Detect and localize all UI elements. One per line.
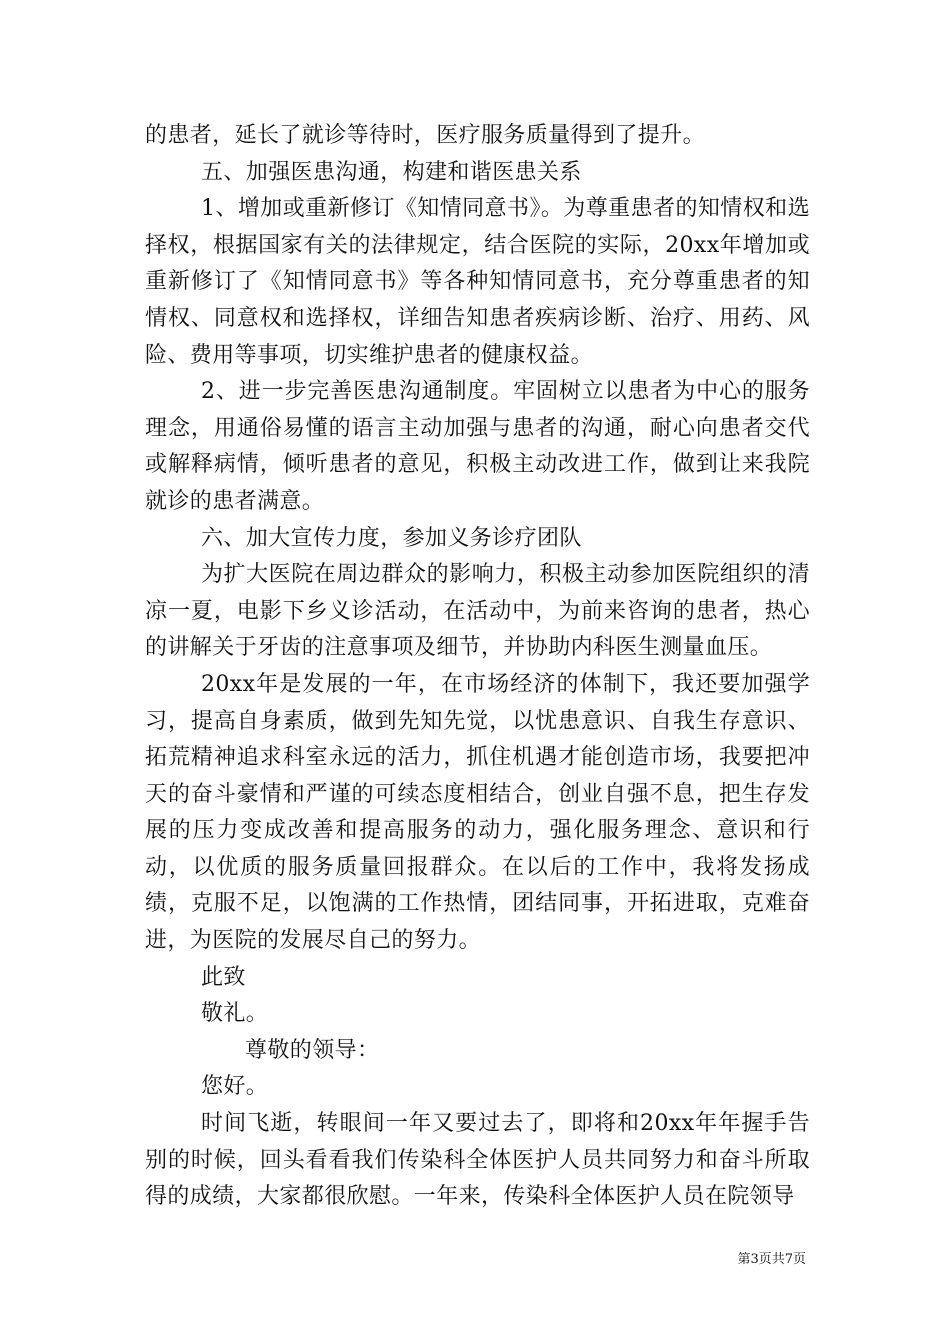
paragraph-continuation: 的患者，延长了就诊等待时，医疗服务质量得到了提升。 <box>145 123 706 148</box>
closing-salutation: 此致 <box>201 964 246 990</box>
letter-greeting: 尊敬的领导： <box>245 1037 380 1063</box>
section-heading-six: 六、加大宣传力度，参加义务诊疗团队 <box>201 525 582 551</box>
paragraph-outlook: 20xx年是发展的一年，在市场经济的体制下，我还要加强学习，提高自身素质，做到先知先觉，以忧患意识、自我生存意识、拓荒精神追求科室永远的活力，抓住机遇才能创造市场，我要把冲天的奋斗豪情和严谨的可续态度相结合，创业自强不息，把生存发展的压力变成改善和提高服务的动力，强化服务理念、意识和行动，以优质的服务质量回报群众。在以后的工作中，我将发扬成绩，克服不足，以饱满的工作热情，团结同事，开拓进取，克难奋进，为医院的发展尽自己的努力。 <box>145 671 810 954</box>
paragraph-outreach: 为扩大医院在周边群众的影响力，积极主动参加医院组织的清凉一夏，电影下乡义诊活动，在活动中，为前来咨询的患者，热心的讲解关于牙齿的注意事项及细节，并协助内科医生测量血压。 <box>145 562 810 661</box>
closing-regards: 敬礼。 <box>201 1001 269 1027</box>
paragraph-year-review: 时间飞逝，转眼间一年又要过去了，即将和20xx年年握手告别的时候，回头看看我们传染科全体医护人员共同努力和奋斗所取得的成绩，大家都很欣慰。一年来，传染科全体医护人员在院领导 <box>145 1111 810 1210</box>
document-body <box>145 118 810 1216</box>
paragraph-consent-form: 1、增加或重新修订《知情同意书》。为尊重患者的知情权和选择权，根据国家有关的法律规定，结合医院的实际，20xx年增加或重新修订了《知情同意书》等各种知情同意书，充分尊重患者的知情权、同意权和选择权，详细告知患者疾病诊断、治疗、用药、风险、费用等事项，切实维护患者的健康权益。 <box>145 196 810 368</box>
paragraph-communication-system: 2、进一步完善医患沟通制度。牢固树立以患者为中心的服务理念，用通俗易懂的语言主动加强与患者的沟通，耐心向患者交代或解释病情，倾听患者的意见，积极主动改进工作，做到让来我院就诊的患者满意。 <box>145 379 810 514</box>
page-number-footer: 第3页共7页 <box>737 1252 806 1267</box>
letter-hello: 您好。 <box>201 1074 269 1100</box>
section-heading-five: 五、加强医患沟通，构建和谐医患关系 <box>201 159 582 185</box>
